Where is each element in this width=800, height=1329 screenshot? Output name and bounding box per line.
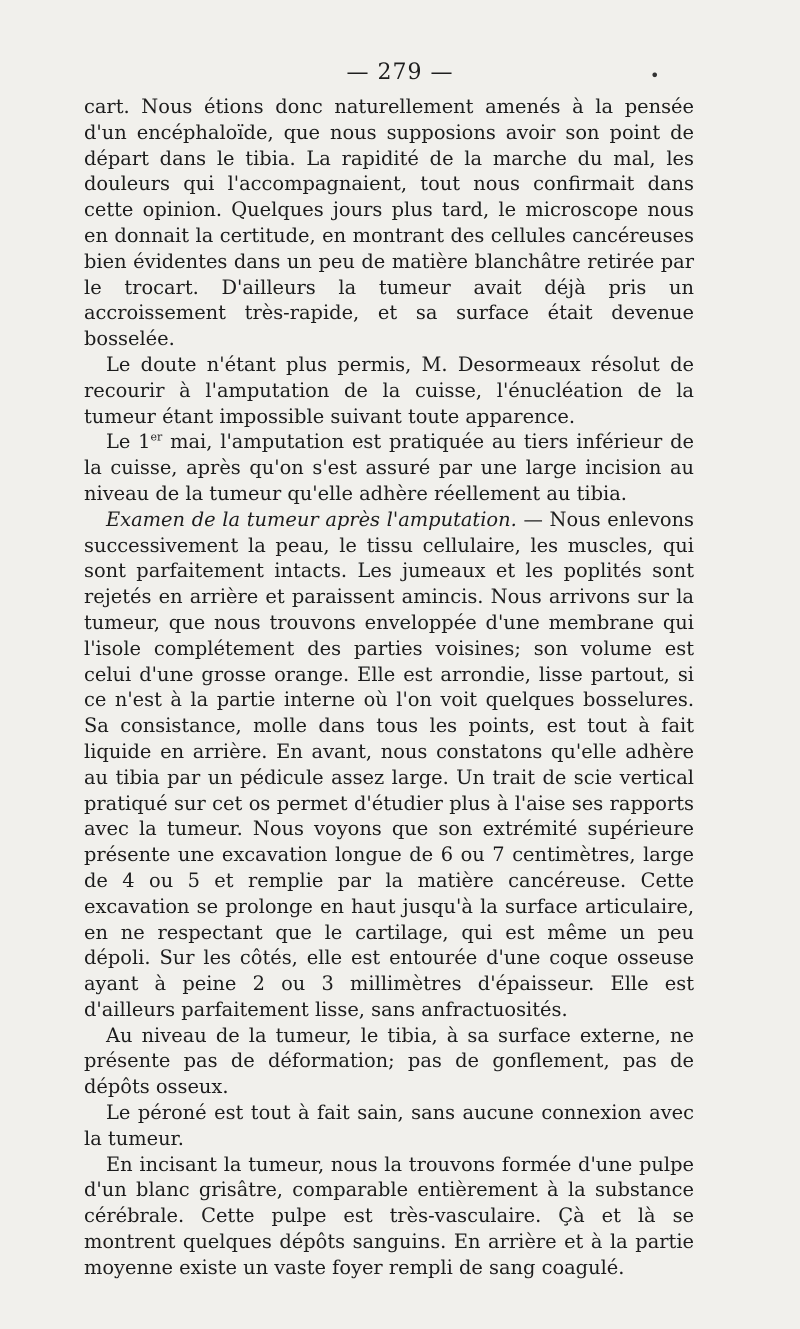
paragraph-3-prefix: Le 1 [106,430,151,454]
paragraph-4-text: — Nous enlevons successivement la peau, le tissu cellulaire, les muscles, qui sont parfaitement intacts. Les jumeaux et les poplités sont rejetés en arrière et paraissent amincis. Nous arrivons sur la tumeur, que nous trouvons enveloppée d'une membrane qui l'isole complétement des parties voisines; son volume est celui d'une grosse orange. Elle est arrondie, lisse partout, si ce n'est à la partie interne où l'on voit quelques bosselures. Sa consistance, molle dans tous les points, est tout à fait liquide en arrière. En avant, nous constatons qu'elle adhère au tibia par un pédicule assez large. Un trait de scie vertical pratiqué sur cet os permet d'étudier plus à l'aise ses rapports avec la tumeur. Nous voyons que son extrémité supérieure présente une excavation longue de 6 ou 7 centimètres, large de 4 ou 5 et remplie par la matière cancéreuse. Cette excavation se prolonge en haut jusqu'à la surface articulaire, en ne respectant que le cartilage, qui est même un peu dépoli. Sur les côtés, elle est entourée d'une coque osseuse ayant à peine 2 ou 3 millimètres d'épaisseur. Elle est d'ailleurs parfaitement lisse, sans anfractuosités. [84,507,695,1021]
paragraph-3-sup: er [150,430,163,444]
section-heading: Examen de la tumeur après l'amputation. [106,507,517,531]
paragraph-3 [84,429,694,506]
paragraph-4 [84,507,694,1023]
page-body [84,94,694,1281]
paragraph-2: Le doute n'étant plus permis, M. Desormeaux résolut de recourir à l'amputation de la cuisse, l'énucléation de la tumeur étant impossible suivant toute apparence. [84,352,694,428]
paragraph-1: cart. Nous étions donc naturellement amenés à la pensée d'un encéphaloïde, que nous supposions avoir son point de départ dans le tibia. La rapidité de la marche du mal, les douleurs qui l'accompagnaient, tout nous confirmait dans cette opinion. Quelques jours plus tard, le microscope nous en donnait la certitude, en montrant des cellules cancéreuses bien évidentes dans un peu de matière blanchâtre retirée par le trocart. D'ailleurs la tumeur avait déjà pris un accroissement très-rapide, et sa surface était devenue bosselée. [84,95,694,351]
paragraph-3-text: mai, l'amputation est pratiquée au tiers inférieur de la cuisse, après qu'on s'est assuré par une large incision au niveau de la tumeur qu'elle adhère réellement au tibia. [84,430,694,505]
corner-mark: • [650,66,660,85]
paragraph-6: Le péroné est tout à fait sain, sans aucune connexion avec la tumeur. [84,1101,694,1150]
paragraph-5: Au niveau de la tumeur, le tibia, à sa surface externe, ne présente pas de déformation; pas de gonflement, pas de dépôts osseux. [84,1023,694,1099]
paragraph-7: En incisant la tumeur, nous la trouvons formée d'une pulpe d'un blanc grisâtre, comparable entièrement à la substance cérébrale. Cette pulpe est très-vasculaire. Çà et là se montrent quelques dépôts sanguins. En arrière et à la partie moyenne existe un vaste foyer rempli de sang coagulé. [84,1152,694,1279]
page-number-header: — 279 — [346,60,454,85]
